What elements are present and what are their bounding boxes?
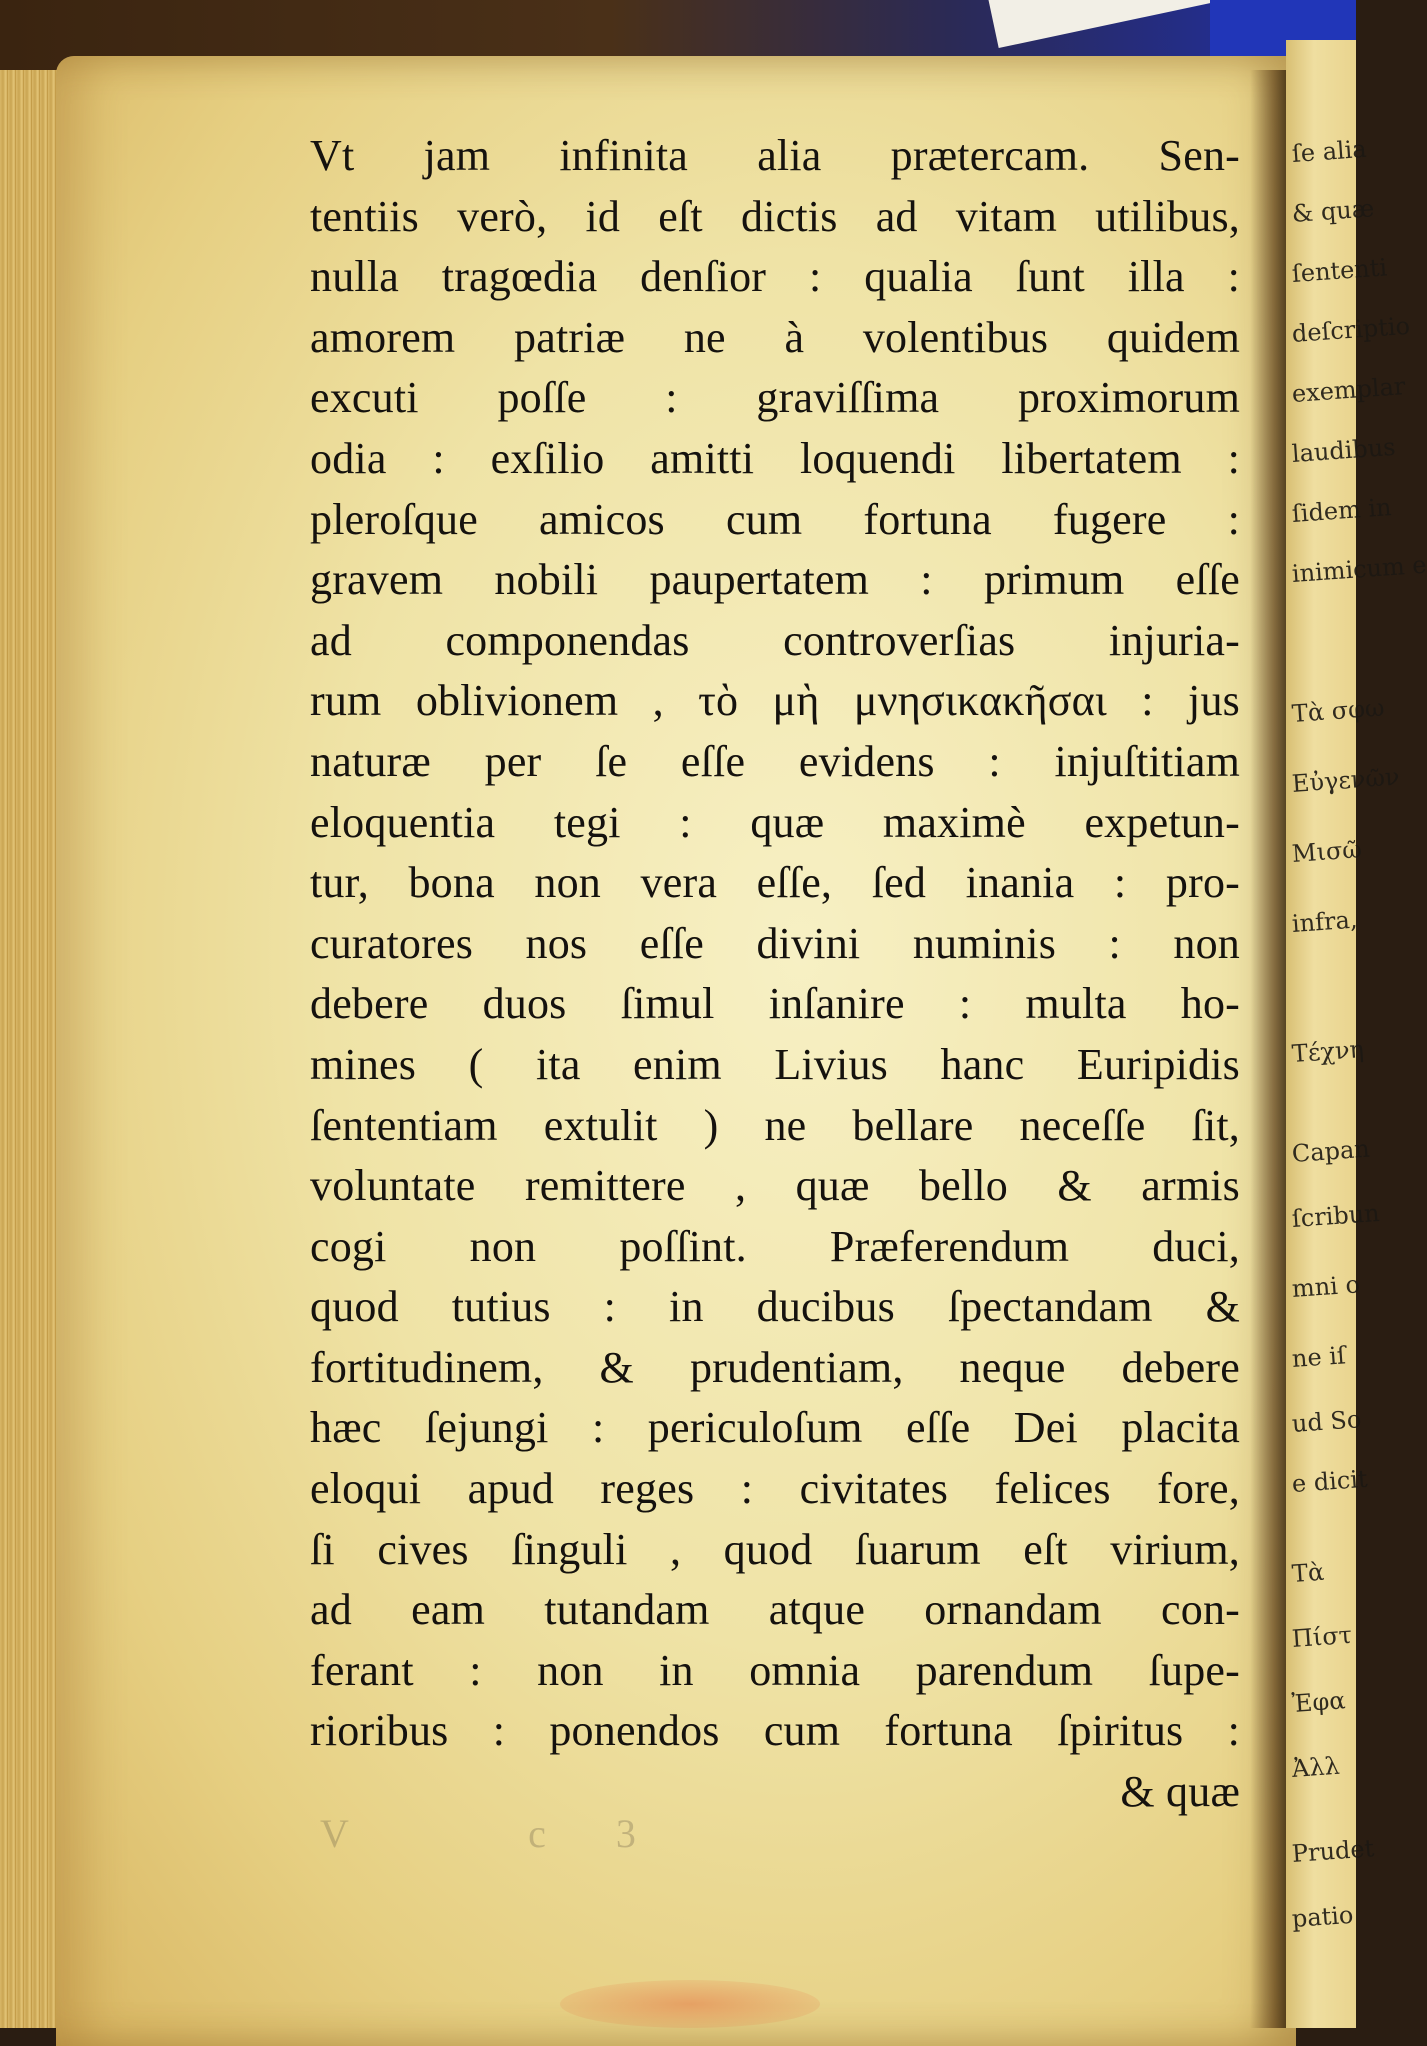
light-reflection [560, 1980, 820, 2028]
text-line: rum oblivionem , τὸ μὴ μνησικακῆσαι : jus [310, 676, 1240, 726]
facing-page-fragment: ne iſ [1291, 1341, 1347, 1373]
text-line: odia : exſilio amitti loquendi libertatem : [310, 433, 1240, 483]
text-line: curatores nos eſſe divini numinis : non [310, 918, 1240, 968]
text-line: ad componendas controverſias injuria- [310, 615, 1240, 665]
text-line: naturæ per ſe eſſe evidens : injuſtitiam [310, 736, 1240, 786]
facing-page-fragment: ud So [1291, 1405, 1363, 1438]
text-line: fortitudinem, & prudentiam, neque debere [310, 1342, 1240, 1392]
facing-page-fragment: ſe alia [1291, 134, 1368, 168]
facing-page-fragment: Μισῶ [1291, 835, 1363, 868]
text-line: mines ( ita enim Livius hanc Euripidis [310, 1039, 1240, 1089]
text-line: ſi cives ſinguli , quod ſuarum eſt virium, [310, 1524, 1240, 1574]
facing-page-fragment: Τέχνη [1291, 1035, 1365, 1068]
text-line: Vt jam infinita alia prætercam. Sen- [310, 131, 1240, 180]
text-line: voluntate remittere , quæ bello & armis [310, 1161, 1240, 1211]
facing-page-fragment: ſcribun [1291, 1198, 1381, 1233]
text-line: eloqui apud reges : civitates felices fore, [310, 1464, 1240, 1514]
text-line: debere duos ſimul inſanire : multa ho- [310, 979, 1240, 1029]
facing-page-fragment: Εὐγενῶν [1291, 762, 1401, 798]
facing-page-fragment: Ἐφα [1291, 1686, 1347, 1718]
text-line: gravem nobili paupertatem : primum eſſe [310, 555, 1240, 605]
text-line: excuti poſſe : graviſſima proximorum [310, 373, 1240, 423]
facing-page-fragment: exemplar [1291, 372, 1407, 408]
facing-page-fragment: Prudet [1291, 1834, 1376, 1868]
facing-page-fragment: & quæ [1291, 194, 1376, 228]
facing-page-fragment: laudibus [1291, 432, 1397, 468]
facing-page-fragment: ſidem in [1291, 493, 1393, 528]
text-line: tentiis verò, id eſt dictis ad vitam utilibus, [310, 191, 1240, 241]
facing-page-fragment: ſententi [1291, 253, 1388, 288]
facing-page-fragment: infra, [1291, 905, 1359, 938]
facing-page-fragment: Τὰ σφω [1291, 693, 1386, 728]
text-line: cogi non poſſint. Præferendum duci, [310, 1221, 1240, 1271]
text-line: tur, bona non vera eſſe, ſed inania : pro- [310, 858, 1240, 908]
text-line: eloquentia tegi : quæ maximè expetun- [310, 797, 1240, 847]
facing-page-fragment: Τὰ [1291, 1557, 1326, 1588]
facing-page [1286, 40, 1427, 2028]
facing-page-fragment: inimicum e [1291, 550, 1427, 588]
page-text [310, 126, 1240, 1823]
text-line: ferant : non in omnia parendum ſupe- [310, 1645, 1240, 1695]
text-line: ad eam tutandam atque ornandam con- [310, 1585, 1240, 1635]
text-line: rioribus : ponendos cum fortuna ſpiritus : [310, 1706, 1240, 1756]
bleed-through-marks: V c 3 [320, 1811, 666, 1856]
facing-page-fragment: e dicit [1291, 1464, 1369, 1498]
facing-page-fragment: deſcriptio [1291, 311, 1411, 348]
text-line: amorem patriæ ne à volentibus quidem [310, 312, 1240, 362]
book-gutter [1250, 70, 1290, 2028]
text-line: pleroſque amicos cum fortuna fugere : [310, 494, 1240, 544]
catchword: & quæ [1120, 1767, 1240, 1817]
facing-page-fragment: Πίστ [1291, 1620, 1353, 1653]
text-line: hæc ſejungi : periculoſum eſſe Dei placita [310, 1403, 1240, 1453]
facing-page-fragment: Ἀλλ [1291, 1751, 1341, 1783]
text-line: ſententiam extulit ) ne bellare neceſſe ſit, [310, 1100, 1240, 1150]
facing-page-fragment: mni o [1291, 1270, 1361, 1303]
text-line: nulla tragœdia denſior : qualia ſunt illa : [310, 252, 1240, 302]
facing-page-fragment: Capan [1291, 1134, 1371, 1168]
facing-page-fragment: patio [1291, 1900, 1355, 1933]
text-line: quod tutius : in ducibus ſpectandam & [310, 1282, 1240, 1332]
